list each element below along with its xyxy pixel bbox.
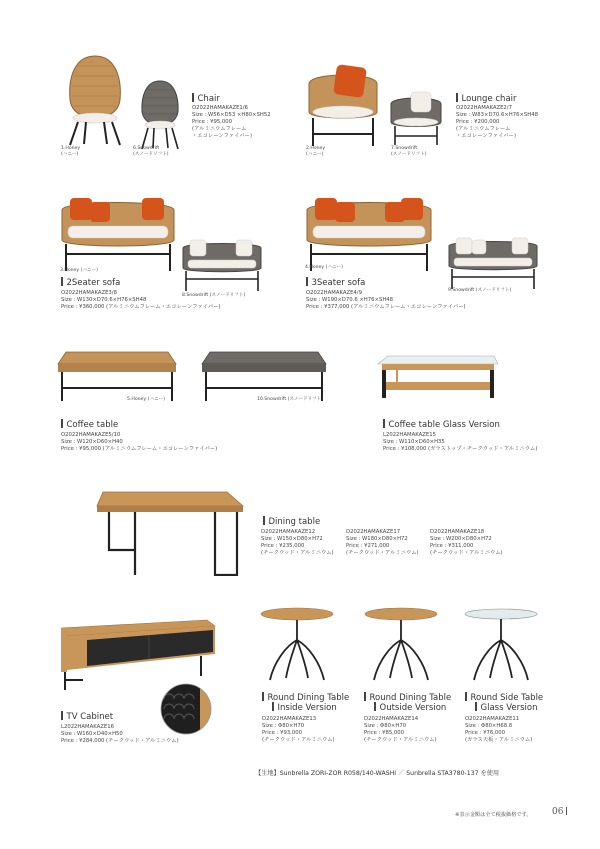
coffee-title: Coffee table xyxy=(61,419,118,430)
sofa3-price: Price : ¥377,000 (アルミニウムフレーム・エコレーンファイバー) xyxy=(306,304,466,310)
lounge-code: O2022HAMAKAZE2/7 xyxy=(456,105,512,111)
sofa3-caption-honey: 4.Honey (ハニー) xyxy=(305,265,343,270)
page-number: 06 xyxy=(552,807,567,817)
dining-table-image xyxy=(95,490,245,576)
coffee-glass-size: Size : W110×D60×H35 xyxy=(383,439,445,445)
round-inside-size: Size : Φ80×H70 xyxy=(262,723,305,729)
honey-coffee-table-image xyxy=(56,350,178,402)
dining-material-1: (チークウッド・アルミニウム) xyxy=(261,550,334,556)
dining-code-3: D2022HAMAKAZE18 xyxy=(430,529,485,535)
lounge-material-1: (アルミニウムフレーム xyxy=(456,126,511,132)
round-outside-subtitle: Outside Version xyxy=(374,702,446,713)
round-inside-code: D2022HAMAKAZE13 xyxy=(262,716,317,722)
coffee-glass-title: Coffee table Glass Version xyxy=(383,419,500,430)
dining-material-3: (チークウッド・アルミニウム) xyxy=(430,550,503,556)
sofa3-size: Size : W190×D70.6 ×H76×SH48 xyxy=(306,297,394,303)
sofa2-price: Price : ¥360,000 (アルミニウムフレーム・エコレーンファイバー) xyxy=(61,304,221,310)
dining-price-3: Price : ¥311,000 xyxy=(430,543,474,549)
sofa3-title: 3Seater sofa xyxy=(306,277,365,288)
lounge-title: Lounge chair xyxy=(456,93,517,104)
snowdrift-3seater-sofa-image xyxy=(446,234,540,290)
fabric-note: 【生地】Sunbrella ZORI-ZOR R058/140-WASHI ／ Sunbrella STA3780-137 を使用 xyxy=(255,770,500,777)
snowdrift-chair-image xyxy=(136,78,184,150)
lounge-price: Price : ¥200,000 xyxy=(456,119,500,125)
lounge-caption-snowdrift: 7.Snowdrift xyxy=(391,146,418,151)
honey-chair-image xyxy=(60,52,130,147)
lounge-size: Size : W83×D70.6×H76×SH48 xyxy=(456,112,538,118)
tv-cabinet-price: Price : ¥284,000 (チークウッド・アルミニウム) xyxy=(61,738,179,744)
tax-note: ※表示金額は全て税抜価格です。 xyxy=(455,812,532,818)
chair-price: Price : ¥95,000 xyxy=(192,119,232,125)
coffee-caption-snowdrift: 10.Snowdrift (スノードリフト) xyxy=(257,397,324,402)
dining-size-2: Size : W180×D80×H72 xyxy=(346,536,408,542)
snowdrift-coffee-table-image xyxy=(200,350,328,402)
round-inside-title: Round Dining Table xyxy=(262,692,349,703)
sofa3-code: O2022HAMAKAZE4/9 xyxy=(306,290,362,296)
snowdrift-2seater-sofa-image xyxy=(180,236,264,292)
coffee-code: O2022HAMAKAZE5/10 xyxy=(61,432,121,438)
glass-coffee-table-image xyxy=(376,354,500,400)
tv-cabinet-title: TV Cabinet xyxy=(61,711,113,722)
round-outside-code: D2022HAMAKAZE14 xyxy=(364,716,419,722)
chair-caption-honey-ja: (ハニー) xyxy=(61,152,79,157)
round-inside-material: (チークウッド・アルミニウム) xyxy=(262,737,335,743)
coffee-caption-honey: 5.Honey (ハニー) xyxy=(127,397,165,402)
sofa2-size: Size : W130×D70.6×H76×SH48 xyxy=(61,297,147,303)
sofa2-caption-honey: 3.Honey (ハニー) xyxy=(60,268,98,273)
coffee-glass-price: Price : ¥108,000 (ガラストップ・チークウッド・アルミニウム) xyxy=(383,446,538,452)
dining-price-2: Price : ¥271,000 xyxy=(346,543,390,549)
round-side-material: (ガラス天板・アルミニウム) xyxy=(465,737,533,743)
honey-3seater-sofa-image xyxy=(303,192,435,272)
coffee-glass-code: L2022HAMAKAZE15 xyxy=(383,432,436,438)
round-outside-size: Size : Φ80×H70 xyxy=(364,723,407,729)
chair-title: Chair xyxy=(192,93,220,104)
lounge-caption-honey-ja: (ハニー) xyxy=(306,152,324,157)
chair-material-1: (アルミニウムフレーム xyxy=(192,126,247,132)
coffee-size: Size : W120×D60×H40 xyxy=(61,439,123,445)
chair-caption-snowdrift-ja: (スノードリフト) xyxy=(133,152,169,157)
round-side-code: O2022HAMAKAZE11 xyxy=(465,716,520,722)
dining-title: Dining table xyxy=(263,516,320,527)
round-side-title: Round Side Table xyxy=(465,692,543,703)
dining-price-1: Price : ¥235,000 xyxy=(261,543,305,549)
round-outside-material: (チークウッド・アルミニウム) xyxy=(364,737,437,743)
chair-size: Size : W56×D53 ×H80×SH52 xyxy=(192,112,271,118)
coffee-price: Price : ¥95,000 (アルミニウムフレーム・エコレーンファイバー) xyxy=(61,446,218,452)
round-outside-price: Price : ¥85,000 xyxy=(364,730,404,736)
round-side-price: Price : ¥76,000 xyxy=(465,730,505,736)
sofa3-caption-snowdrift: 9.Snowdrift (スノードリフト) xyxy=(448,288,512,293)
dining-code-1: D2022HAMAKAZE12 xyxy=(261,529,316,535)
sofa2-title: 2Seater sofa xyxy=(61,277,120,288)
dining-material-2: (チークウッド・アルミニウム) xyxy=(346,550,419,556)
round-outside-title: Round Dining Table xyxy=(364,692,451,703)
lounge-caption-snowdrift-ja: (スノードリフト) xyxy=(391,152,427,157)
honey-lounge-chair-image xyxy=(303,62,383,147)
snowdrift-lounge-chair-image xyxy=(387,90,445,146)
dining-code-2: D2022HAMAKAZE17 xyxy=(346,529,401,535)
sofa2-caption-snowdrift: 8.Snowdrift (スノードリフト) xyxy=(182,293,246,298)
round-dining-table-inside-image xyxy=(258,606,336,682)
tv-cabinet-size: Size : W160×D40×H50 xyxy=(61,731,123,737)
chair-code: O2022HAMAKAZE1/6 xyxy=(192,105,248,111)
tv-cabinet-code: L2022HAMAKAZE16 xyxy=(61,724,114,730)
dining-size-3: Size : W200×D80×H72 xyxy=(430,536,492,542)
sofa2-code: O2022HAMAKAZE3/8 xyxy=(61,290,117,296)
lounge-caption-honey: 2.Honey xyxy=(306,146,326,151)
round-inside-price: Price : ¥93,000 xyxy=(262,730,302,736)
chair-caption-snowdrift: 6.Snowdrift xyxy=(133,146,160,151)
lounge-material-2: ・エコレーンファイバー) xyxy=(456,133,517,139)
round-side-size: Size : Φ80×H68.8 xyxy=(465,723,513,729)
chair-caption-honey: 1.Honey xyxy=(61,146,81,151)
round-dining-table-outside-image xyxy=(362,606,440,682)
honey-2seater-sofa-image xyxy=(58,192,178,272)
round-inside-subtitle: Inside Version xyxy=(272,702,337,713)
round-side-subtitle: Glass Version xyxy=(475,702,537,713)
round-side-table-glass-image xyxy=(462,608,540,682)
dining-size-1: Size : W150×D80×H72 xyxy=(261,536,323,542)
chair-material-2: ・エコレーンファイバー) xyxy=(192,133,253,139)
